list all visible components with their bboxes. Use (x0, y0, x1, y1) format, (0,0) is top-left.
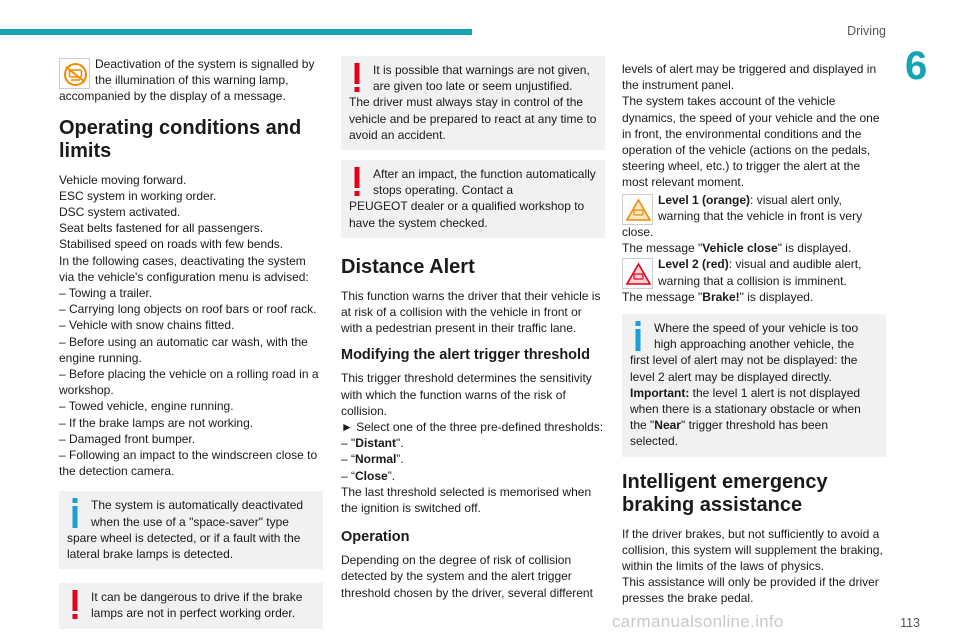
heading-operation: Operation (341, 529, 410, 546)
info-box-important: Important: the level 1 alert is not displayed when there is a stationary obstacle or when the "Near" trigger threshold has been selected. (630, 385, 861, 449)
warning-box-after-impact (341, 160, 605, 238)
list-item: – Following an impact to the windscreen close to the detection camera. (59, 448, 318, 479)
braking-text-1: If the driver brakes, but not sufficiently to avoid a collision, this system will supplement the braking, within the limits of the laws of physics. (622, 526, 883, 574)
info-box-rest: first level of alert may not be displayed: the level 2 alert may be displayed directly. (630, 353, 858, 384)
braking-text-2: This assistance will only be provided if the driver presses the brake pedal. (622, 575, 879, 606)
warning-icon (71, 590, 79, 620)
column-1 (59, 56, 323, 639)
info-box-lead: The system is automatically deactivated when the use of a "space-saver" type (91, 498, 304, 529)
header-accent-bar (0, 29, 472, 35)
page-number: 113 (900, 616, 920, 630)
watermark: carmanualsonline.info (612, 612, 784, 631)
level-1-rest: close. (622, 225, 654, 240)
option-close: – “Close”. (341, 468, 396, 483)
conditions-list (59, 172, 323, 480)
warning-box-text: It can be dangerous to drive if the brake lamps are not in perfect working order. (91, 590, 303, 621)
list-item: – Damaged front bumper. (59, 431, 196, 446)
level-1-lead: Level 1 (orange): visual alert only, warning that the vehicle in front is very (658, 192, 863, 223)
list-item: In the following cases, deactivating the system via the vehicle's configuration menu is advised: (59, 253, 309, 284)
warning-box-rest: The driver must always stay in control of the vehicle and be prepared to react at any time to avoid an accident. (349, 95, 597, 142)
dynamics-text: The system takes account of the vehicle dynamics, the speed of your vehicle and the one in front, the environmental conditions and the operation of the vehicle (actions on the pedals, steering wheel, etc.) to trigger the alert at the most relevant moment. (622, 94, 880, 190)
level-2-note (622, 256, 886, 288)
list-item: – If the brake lamps are not working. (59, 415, 254, 430)
column-2 (341, 56, 605, 601)
heading-emergency-braking: Intelligent emergency braking assistance (622, 470, 828, 516)
warning-icon (353, 167, 361, 197)
modify-text: This trigger threshold determines the sensitivity with which the function warns of the risk of collision. (341, 371, 592, 418)
message-vehicle-close: The message "Vehicle close" is displayed. (622, 241, 852, 256)
info-box-lead: Where the speed of your vehicle is too high approaching another vehicle, the (654, 321, 859, 352)
list-item: Vehicle moving forward. (59, 172, 187, 187)
warning-icon (353, 63, 361, 93)
level-1-note (622, 192, 886, 241)
warning-box-no-warnings (341, 56, 605, 150)
deactivation-note (59, 56, 323, 105)
list-item: ESC system in working order. (59, 188, 217, 203)
chapter-number: 6 (905, 44, 928, 88)
list-item: DSC system activated. (59, 205, 181, 220)
heading-operating-conditions: Operating conditions and limits (59, 116, 302, 162)
list-item: Stabilised speed on roads with few bends. (59, 237, 284, 252)
section-title: Driving (847, 24, 886, 38)
level-2-lead: Level 2 (red): visual and audible alert, warning that a collision is imminent. (658, 257, 862, 288)
warning-box-lead: It is possible that warnings are not given, are given too late or seem unjustified. (373, 63, 590, 94)
deactivation-rest: accompanied by the display of a message. (59, 89, 286, 104)
list-item: – Vehicle with snow chains fitted. (59, 318, 235, 333)
column-3 (622, 61, 886, 607)
option-normal: – “Normal”. (341, 452, 404, 467)
collision-alert-orange-icon (622, 194, 653, 225)
distance-text: This function warns the driver that their vehicle is at risk of a collision with the vehicle in front or with a pedestrian present in their traffic lane. (341, 288, 601, 336)
info-box-space-saver (59, 491, 323, 569)
collision-alert-red-icon (622, 258, 653, 289)
info-icon (71, 498, 79, 528)
option-distant: – "Distant". (341, 436, 404, 451)
memorised-text: The last threshold selected is memorised when the ignition is switched off. (341, 484, 592, 516)
warning-box-brake-lamps (59, 583, 323, 628)
list-item: – Towing a trailer. (59, 286, 153, 301)
list-item: – Towed vehicle, engine running. (59, 399, 234, 414)
deactivation-lead: Deactivation of the system is signalled by the illumination of this warning lamp, (95, 57, 315, 88)
list-item: – Carrying long objects on roof bars or roof rack. (59, 302, 317, 317)
warning-box-lead: After an impact, the function automatically stops operating. Contact a (373, 167, 596, 198)
alert-levels-text: levels of alert may be triggered and displayed in the instrument panel. (622, 62, 877, 93)
list-item: – Before using an automatic car wash, with the engine running. (59, 334, 308, 365)
modify-step: ► Select one of the three pre-defined thresholds: (341, 420, 604, 435)
heading-modify-threshold: Modifying the alert trigger threshold (341, 347, 590, 364)
warning-box-rest: PEUGEOT dealer or a qualified workshop to have the system checked. (349, 199, 585, 230)
operation-text: Depending on the degree of risk of collision detected by the system and the alert trigger threshold chosen by the driver, several different (341, 553, 593, 600)
list-item: – Before placing the vehicle on a rolling road in a workshop. (59, 367, 319, 398)
heading-distance-alert: Distance Alert (341, 255, 475, 278)
info-box-speed (622, 314, 886, 457)
info-box-rest: spare wheel is detected, or if a fault with the lateral brake lamps is detected. (67, 530, 301, 562)
info-icon (634, 321, 642, 351)
deactivation-warning-lamp-icon (59, 58, 90, 89)
message-brake: The message "Brake!" is displayed. (622, 289, 814, 304)
list-item: Seat belts fastened for all passengers. (59, 221, 264, 236)
